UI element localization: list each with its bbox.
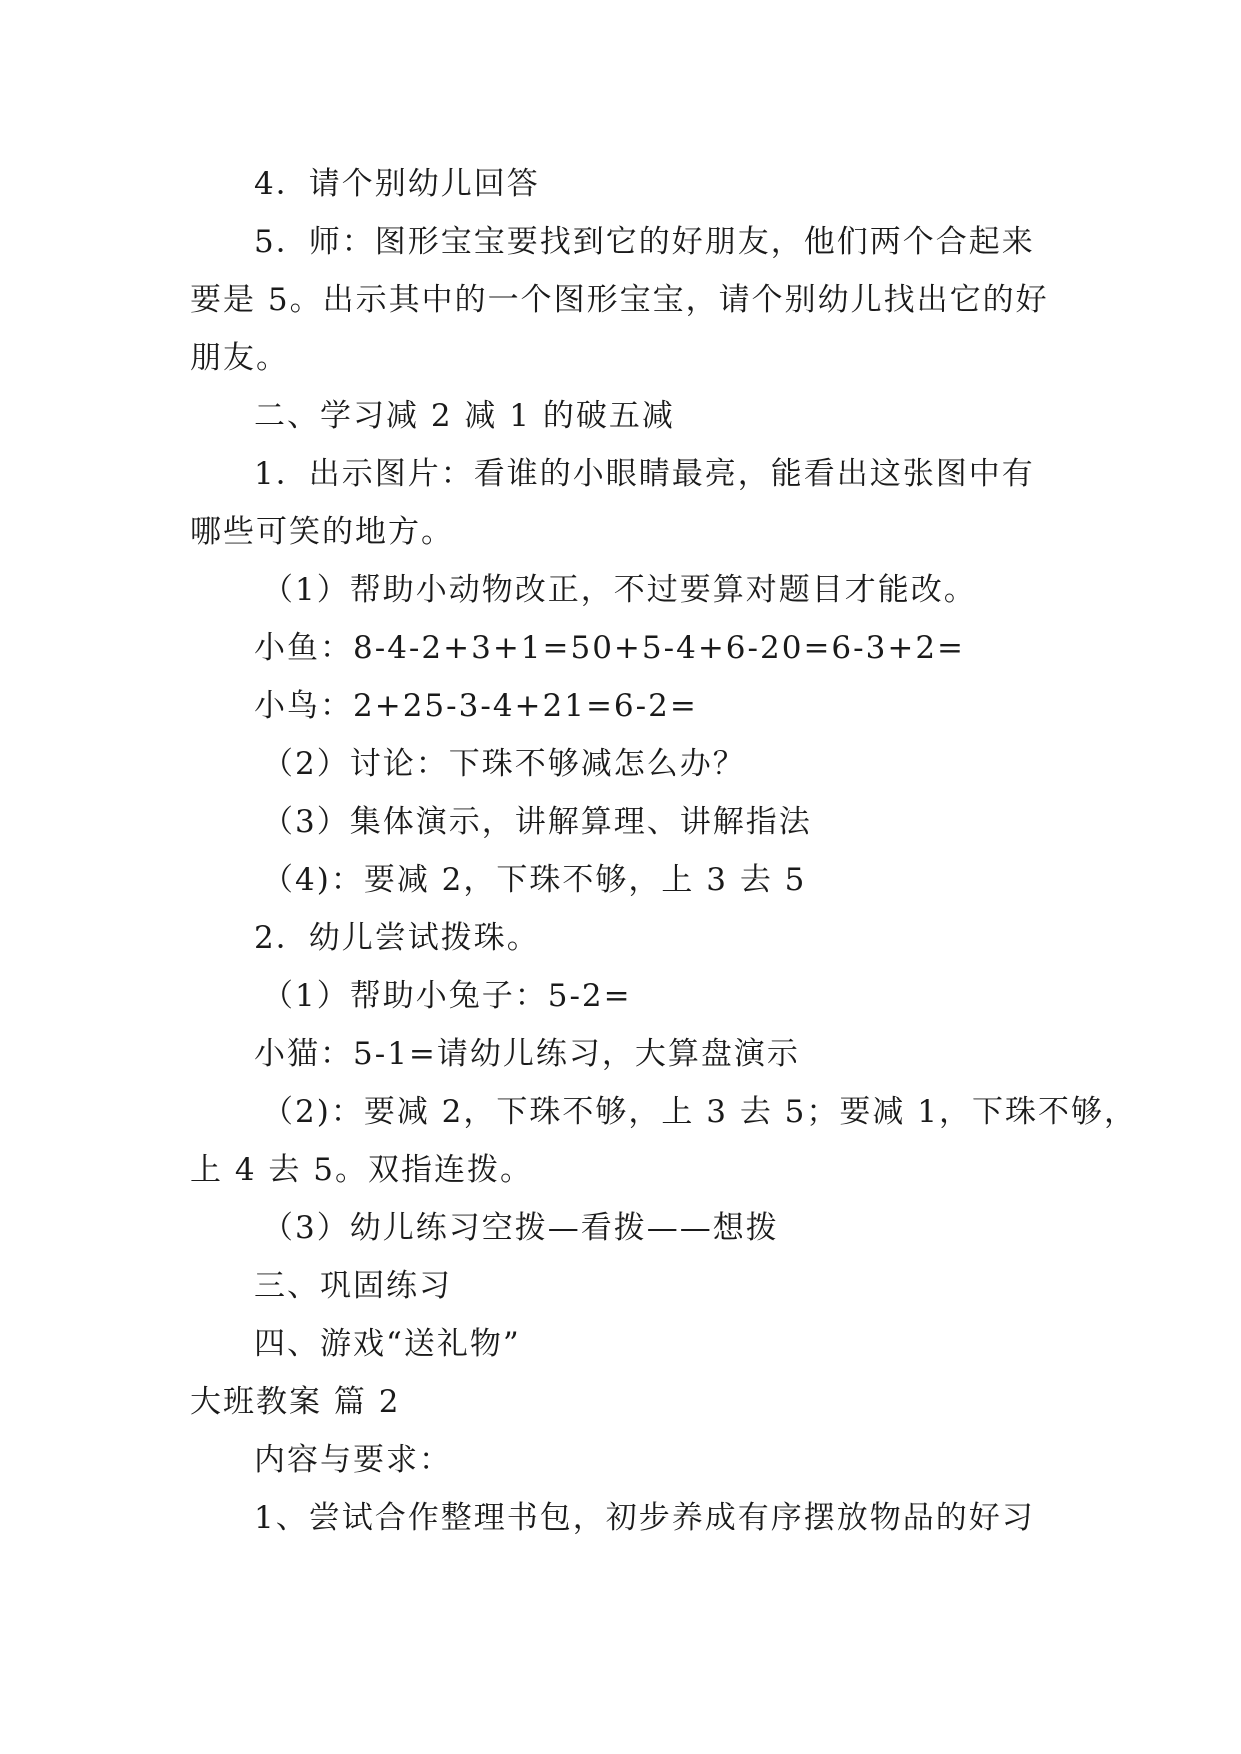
- text-line: 小鸟：2+25-3-4+21=6-2=: [254, 688, 698, 724]
- text-line: 1、尝试合作整理书包，初步养成有序摆放物品的好习: [254, 1500, 1035, 1536]
- text-line: 上 4 去 5。双指连拨。: [190, 1152, 534, 1188]
- text-line: （1）帮助小动物改正，不过要算对题目才能改。: [262, 572, 977, 608]
- text-line: 内容与要求：: [254, 1442, 452, 1478]
- text-line: 1．出示图片：看谁的小眼睛最亮，能看出这张图中有: [254, 456, 1035, 492]
- text-line: 要是 5。出示其中的一个图形宝宝，请个别幼儿找出它的好: [190, 282, 1049, 318]
- text-line: 小鱼：8-4-2+3+1=50+5-4+6-20=6-3+2=: [254, 630, 966, 666]
- section-heading: 二、学习减 2 减 1 的破五减: [254, 398, 675, 434]
- text-line: （3）集体演示，讲解算理、讲解指法: [262, 804, 812, 840]
- section-heading: 三、巩固练习: [254, 1268, 452, 1304]
- document-heading: 大班教案 篇 2: [190, 1384, 401, 1420]
- text-line: （4)：要减 2，下珠不够，上 3 去 5: [262, 862, 807, 898]
- text-line: 2．幼儿尝试拨珠。: [254, 920, 540, 956]
- text-line: 5．师：图形宝宝要找到它的好朋友，他们两个合起来: [254, 224, 1035, 260]
- text-line: （3）幼儿练习空拨—看拨——想拨: [262, 1210, 779, 1246]
- text-line: （2）讨论：下珠不够减怎么办？: [262, 746, 746, 782]
- text-line: 哪些可笑的地方。: [190, 514, 454, 550]
- text-line: （2)：要减 2，下珠不够，上 3 去 5；要减 1，下珠不够，: [262, 1094, 1137, 1130]
- section-heading: 四、游戏“送礼物”: [254, 1326, 521, 1362]
- text-line: 朋友。: [190, 340, 289, 376]
- text-line: 4．请个别幼儿回答: [254, 166, 540, 202]
- text-line: （1）帮助小兔子：5-2=: [262, 978, 632, 1014]
- text-line: 小猫：5-1=请幼儿练习，大算盘演示: [254, 1036, 800, 1072]
